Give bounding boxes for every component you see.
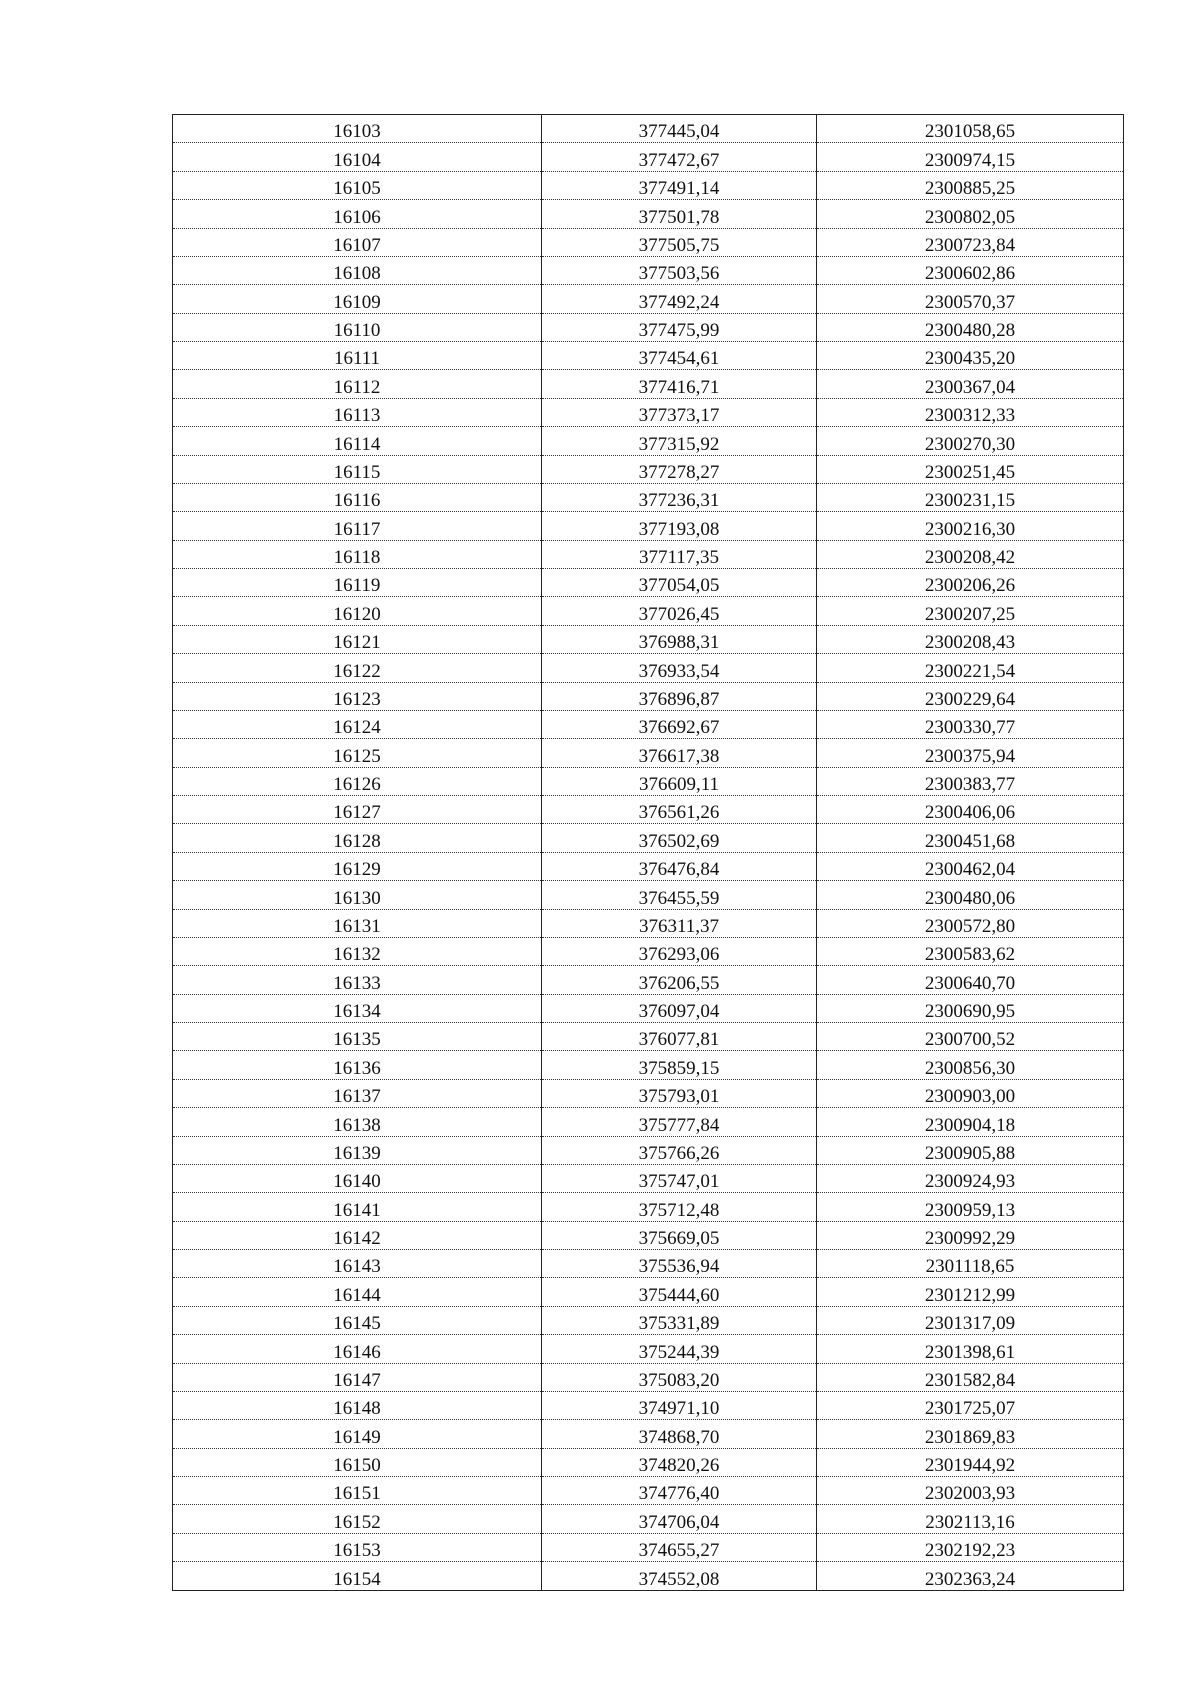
table-row (173, 767, 1124, 795)
x-coordinate-cell: 377117,35 (542, 540, 817, 568)
x-coordinate-cell: 377278,27 (542, 455, 817, 483)
x-coordinate-cell: 375777,84 (542, 1108, 817, 1136)
y-coordinate-cell: 2300992,29 (817, 1221, 1124, 1249)
y-coordinate-cell: 2301869,83 (817, 1420, 1124, 1448)
y-coordinate-cell: 2300690,95 (817, 994, 1124, 1022)
x-coordinate-cell: 377026,45 (542, 597, 817, 625)
point-number-cell: 16142 (173, 1221, 542, 1249)
table-row (173, 1250, 1124, 1278)
x-coordinate-cell: 376097,04 (542, 994, 817, 1022)
point-number-cell: 16116 (173, 483, 542, 511)
y-coordinate-cell: 2300208,42 (817, 540, 1124, 568)
point-number-cell: 16103 (173, 115, 542, 143)
x-coordinate-cell: 375536,94 (542, 1250, 817, 1278)
table-row (173, 1221, 1124, 1249)
table-row (173, 200, 1124, 228)
x-coordinate-cell: 377472,67 (542, 143, 817, 171)
point-number-cell: 16110 (173, 313, 542, 341)
y-coordinate-cell: 2300208,43 (817, 625, 1124, 653)
y-coordinate-cell: 2301212,99 (817, 1278, 1124, 1306)
x-coordinate-cell: 375712,48 (542, 1193, 817, 1221)
point-number-cell: 16128 (173, 824, 542, 852)
table-row (173, 171, 1124, 199)
point-number-cell: 16148 (173, 1391, 542, 1419)
x-coordinate-cell: 375331,89 (542, 1306, 817, 1334)
y-coordinate-cell: 2300480,06 (817, 881, 1124, 909)
x-coordinate-cell: 377416,71 (542, 370, 817, 398)
y-coordinate-cell: 2300367,04 (817, 370, 1124, 398)
y-coordinate-cell: 2300583,62 (817, 937, 1124, 965)
y-coordinate-cell: 2300904,18 (817, 1108, 1124, 1136)
x-coordinate-cell: 376455,59 (542, 881, 817, 909)
y-coordinate-cell: 2300802,05 (817, 200, 1124, 228)
table-row (173, 994, 1124, 1022)
point-number-cell: 16124 (173, 710, 542, 738)
x-coordinate-cell: 376692,67 (542, 710, 817, 738)
y-coordinate-cell: 2300905,88 (817, 1136, 1124, 1164)
table-row (173, 824, 1124, 852)
table-row (173, 483, 1124, 511)
y-coordinate-cell: 2300229,64 (817, 682, 1124, 710)
y-coordinate-cell: 2300221,54 (817, 654, 1124, 682)
table-row (173, 1533, 1124, 1561)
table-row (173, 313, 1124, 341)
x-coordinate-cell: 375793,01 (542, 1079, 817, 1107)
table-row (173, 370, 1124, 398)
point-number-cell: 16132 (173, 937, 542, 965)
y-coordinate-cell: 2300570,37 (817, 285, 1124, 313)
table-row (173, 228, 1124, 256)
x-coordinate-cell: 374552,08 (542, 1562, 817, 1590)
y-coordinate-cell: 2301582,84 (817, 1363, 1124, 1391)
x-coordinate-cell: 377501,78 (542, 200, 817, 228)
y-coordinate-cell: 2301944,92 (817, 1448, 1124, 1476)
point-number-cell: 16125 (173, 739, 542, 767)
point-number-cell: 16120 (173, 597, 542, 625)
table-row (173, 342, 1124, 370)
point-number-cell: 16129 (173, 852, 542, 880)
point-number-cell: 16134 (173, 994, 542, 1022)
point-number-cell: 16123 (173, 682, 542, 710)
table-row (173, 1193, 1124, 1221)
point-number-cell: 16140 (173, 1164, 542, 1192)
table-row (173, 1505, 1124, 1533)
point-number-cell: 16114 (173, 427, 542, 455)
y-coordinate-cell: 2300383,77 (817, 767, 1124, 795)
table-row (173, 1448, 1124, 1476)
x-coordinate-cell: 377492,24 (542, 285, 817, 313)
point-number-cell: 16106 (173, 200, 542, 228)
x-coordinate-cell: 377505,75 (542, 228, 817, 256)
table-row (173, 710, 1124, 738)
x-coordinate-cell: 376896,87 (542, 682, 817, 710)
table-row (173, 881, 1124, 909)
point-number-cell: 16104 (173, 143, 542, 171)
x-coordinate-cell: 377193,08 (542, 512, 817, 540)
table-row (173, 398, 1124, 426)
x-coordinate-cell: 374655,27 (542, 1533, 817, 1561)
table-row (173, 1108, 1124, 1136)
table-row (173, 540, 1124, 568)
x-coordinate-cell: 376933,54 (542, 654, 817, 682)
y-coordinate-cell: 2300270,30 (817, 427, 1124, 455)
table-row (173, 1420, 1124, 1448)
table-row (173, 427, 1124, 455)
point-number-cell: 16147 (173, 1363, 542, 1391)
point-number-cell: 16131 (173, 909, 542, 937)
y-coordinate-cell: 2302363,24 (817, 1562, 1124, 1590)
point-number-cell: 16139 (173, 1136, 542, 1164)
point-number-cell: 16115 (173, 455, 542, 483)
y-coordinate-cell: 2300451,68 (817, 824, 1124, 852)
x-coordinate-cell: 376077,81 (542, 1023, 817, 1051)
x-coordinate-cell: 374776,40 (542, 1477, 817, 1505)
table-row (173, 1278, 1124, 1306)
y-coordinate-cell: 2300602,86 (817, 256, 1124, 284)
y-coordinate-cell: 2300924,93 (817, 1164, 1124, 1192)
y-coordinate-cell: 2300723,84 (817, 228, 1124, 256)
point-number-cell: 16130 (173, 881, 542, 909)
coordinates-table-body (173, 115, 1124, 1591)
y-coordinate-cell: 2300251,45 (817, 455, 1124, 483)
point-number-cell: 16136 (173, 1051, 542, 1079)
x-coordinate-cell: 377373,17 (542, 398, 817, 426)
x-coordinate-cell: 374820,26 (542, 1448, 817, 1476)
y-coordinate-cell: 2300435,20 (817, 342, 1124, 370)
x-coordinate-cell: 376988,31 (542, 625, 817, 653)
y-coordinate-cell: 2300231,15 (817, 483, 1124, 511)
y-coordinate-cell: 2302003,93 (817, 1477, 1124, 1505)
y-coordinate-cell: 2300885,25 (817, 171, 1124, 199)
x-coordinate-cell: 376206,55 (542, 966, 817, 994)
x-coordinate-cell: 375083,20 (542, 1363, 817, 1391)
y-coordinate-cell: 2300206,26 (817, 569, 1124, 597)
x-coordinate-cell: 377054,05 (542, 569, 817, 597)
x-coordinate-cell: 374706,04 (542, 1505, 817, 1533)
table-row (173, 1363, 1124, 1391)
table-row (173, 1306, 1124, 1334)
y-coordinate-cell: 2300572,80 (817, 909, 1124, 937)
y-coordinate-cell: 2301398,61 (817, 1335, 1124, 1363)
y-coordinate-cell: 2300375,94 (817, 739, 1124, 767)
point-number-cell: 16105 (173, 171, 542, 199)
x-coordinate-cell: 374868,70 (542, 1420, 817, 1448)
y-coordinate-cell: 2302113,16 (817, 1505, 1124, 1533)
point-number-cell: 16153 (173, 1533, 542, 1561)
x-coordinate-cell: 375747,01 (542, 1164, 817, 1192)
y-coordinate-cell: 2300700,52 (817, 1023, 1124, 1051)
x-coordinate-cell: 377315,92 (542, 427, 817, 455)
x-coordinate-cell: 376502,69 (542, 824, 817, 852)
y-coordinate-cell: 2300312,33 (817, 398, 1124, 426)
point-number-cell: 16149 (173, 1420, 542, 1448)
x-coordinate-cell: 375444,60 (542, 1278, 817, 1306)
point-number-cell: 16141 (173, 1193, 542, 1221)
point-number-cell: 16133 (173, 966, 542, 994)
point-number-cell: 16119 (173, 569, 542, 597)
table-row (173, 654, 1124, 682)
point-number-cell: 16151 (173, 1477, 542, 1505)
point-number-cell: 16118 (173, 540, 542, 568)
x-coordinate-cell: 377445,04 (542, 115, 817, 143)
x-coordinate-cell: 375244,39 (542, 1335, 817, 1363)
x-coordinate-cell: 377475,99 (542, 313, 817, 341)
point-number-cell: 16108 (173, 256, 542, 284)
table-row (173, 1391, 1124, 1419)
y-coordinate-cell: 2300462,04 (817, 852, 1124, 880)
point-number-cell: 16126 (173, 767, 542, 795)
point-number-cell: 16122 (173, 654, 542, 682)
y-coordinate-cell: 2300903,00 (817, 1079, 1124, 1107)
x-coordinate-cell: 376293,06 (542, 937, 817, 965)
table-row (173, 115, 1124, 143)
y-coordinate-cell: 2300959,13 (817, 1193, 1124, 1221)
x-coordinate-cell: 375859,15 (542, 1051, 817, 1079)
table-row (173, 256, 1124, 284)
point-number-cell: 16152 (173, 1505, 542, 1533)
point-number-cell: 16109 (173, 285, 542, 313)
table-row (173, 597, 1124, 625)
y-coordinate-cell: 2300207,25 (817, 597, 1124, 625)
x-coordinate-cell: 376617,38 (542, 739, 817, 767)
table-row (173, 852, 1124, 880)
point-number-cell: 16144 (173, 1278, 542, 1306)
y-coordinate-cell: 2301725,07 (817, 1391, 1124, 1419)
y-coordinate-cell: 2300330,77 (817, 710, 1124, 738)
table-row (173, 1023, 1124, 1051)
x-coordinate-cell: 377454,61 (542, 342, 817, 370)
table-row (173, 937, 1124, 965)
point-number-cell: 16138 (173, 1108, 542, 1136)
point-number-cell: 16145 (173, 1306, 542, 1334)
y-coordinate-cell: 2301118,65 (817, 1250, 1124, 1278)
y-coordinate-cell: 2301317,09 (817, 1306, 1124, 1334)
x-coordinate-cell: 376561,26 (542, 796, 817, 824)
point-number-cell: 16112 (173, 370, 542, 398)
y-coordinate-cell: 2300856,30 (817, 1051, 1124, 1079)
coordinates-table (172, 114, 1124, 1591)
table-row (173, 625, 1124, 653)
x-coordinate-cell: 376609,11 (542, 767, 817, 795)
x-coordinate-cell: 374971,10 (542, 1391, 817, 1419)
point-number-cell: 16135 (173, 1023, 542, 1051)
point-number-cell: 16113 (173, 398, 542, 426)
table-row (173, 682, 1124, 710)
x-coordinate-cell: 376311,37 (542, 909, 817, 937)
y-coordinate-cell: 2300216,30 (817, 512, 1124, 540)
table-row (173, 1051, 1124, 1079)
table-row (173, 569, 1124, 597)
table-row (173, 1335, 1124, 1363)
point-number-cell: 16137 (173, 1079, 542, 1107)
x-coordinate-cell: 377491,14 (542, 171, 817, 199)
point-number-cell: 16150 (173, 1448, 542, 1476)
point-number-cell: 16146 (173, 1335, 542, 1363)
table-row (173, 1136, 1124, 1164)
y-coordinate-cell: 2300480,28 (817, 313, 1124, 341)
table-row (173, 143, 1124, 171)
point-number-cell: 16111 (173, 342, 542, 370)
x-coordinate-cell: 376476,84 (542, 852, 817, 880)
point-number-cell: 16117 (173, 512, 542, 540)
table-row (173, 285, 1124, 313)
y-coordinate-cell: 2300974,15 (817, 143, 1124, 171)
x-coordinate-cell: 377236,31 (542, 483, 817, 511)
table-row (173, 455, 1124, 483)
point-number-cell: 16154 (173, 1562, 542, 1590)
table-row (173, 909, 1124, 937)
x-coordinate-cell: 375669,05 (542, 1221, 817, 1249)
table-row (173, 966, 1124, 994)
x-coordinate-cell: 375766,26 (542, 1136, 817, 1164)
point-number-cell: 16121 (173, 625, 542, 653)
table-row (173, 1164, 1124, 1192)
table-row (173, 739, 1124, 767)
table-row (173, 1562, 1124, 1590)
x-coordinate-cell: 377503,56 (542, 256, 817, 284)
y-coordinate-cell: 2300406,06 (817, 796, 1124, 824)
point-number-cell: 16143 (173, 1250, 542, 1278)
table-row (173, 1477, 1124, 1505)
y-coordinate-cell: 2301058,65 (817, 115, 1124, 143)
y-coordinate-cell: 2302192,23 (817, 1533, 1124, 1561)
point-number-cell: 16107 (173, 228, 542, 256)
table-row (173, 1079, 1124, 1107)
table-row (173, 512, 1124, 540)
table-row (173, 796, 1124, 824)
y-coordinate-cell: 2300640,70 (817, 966, 1124, 994)
point-number-cell: 16127 (173, 796, 542, 824)
